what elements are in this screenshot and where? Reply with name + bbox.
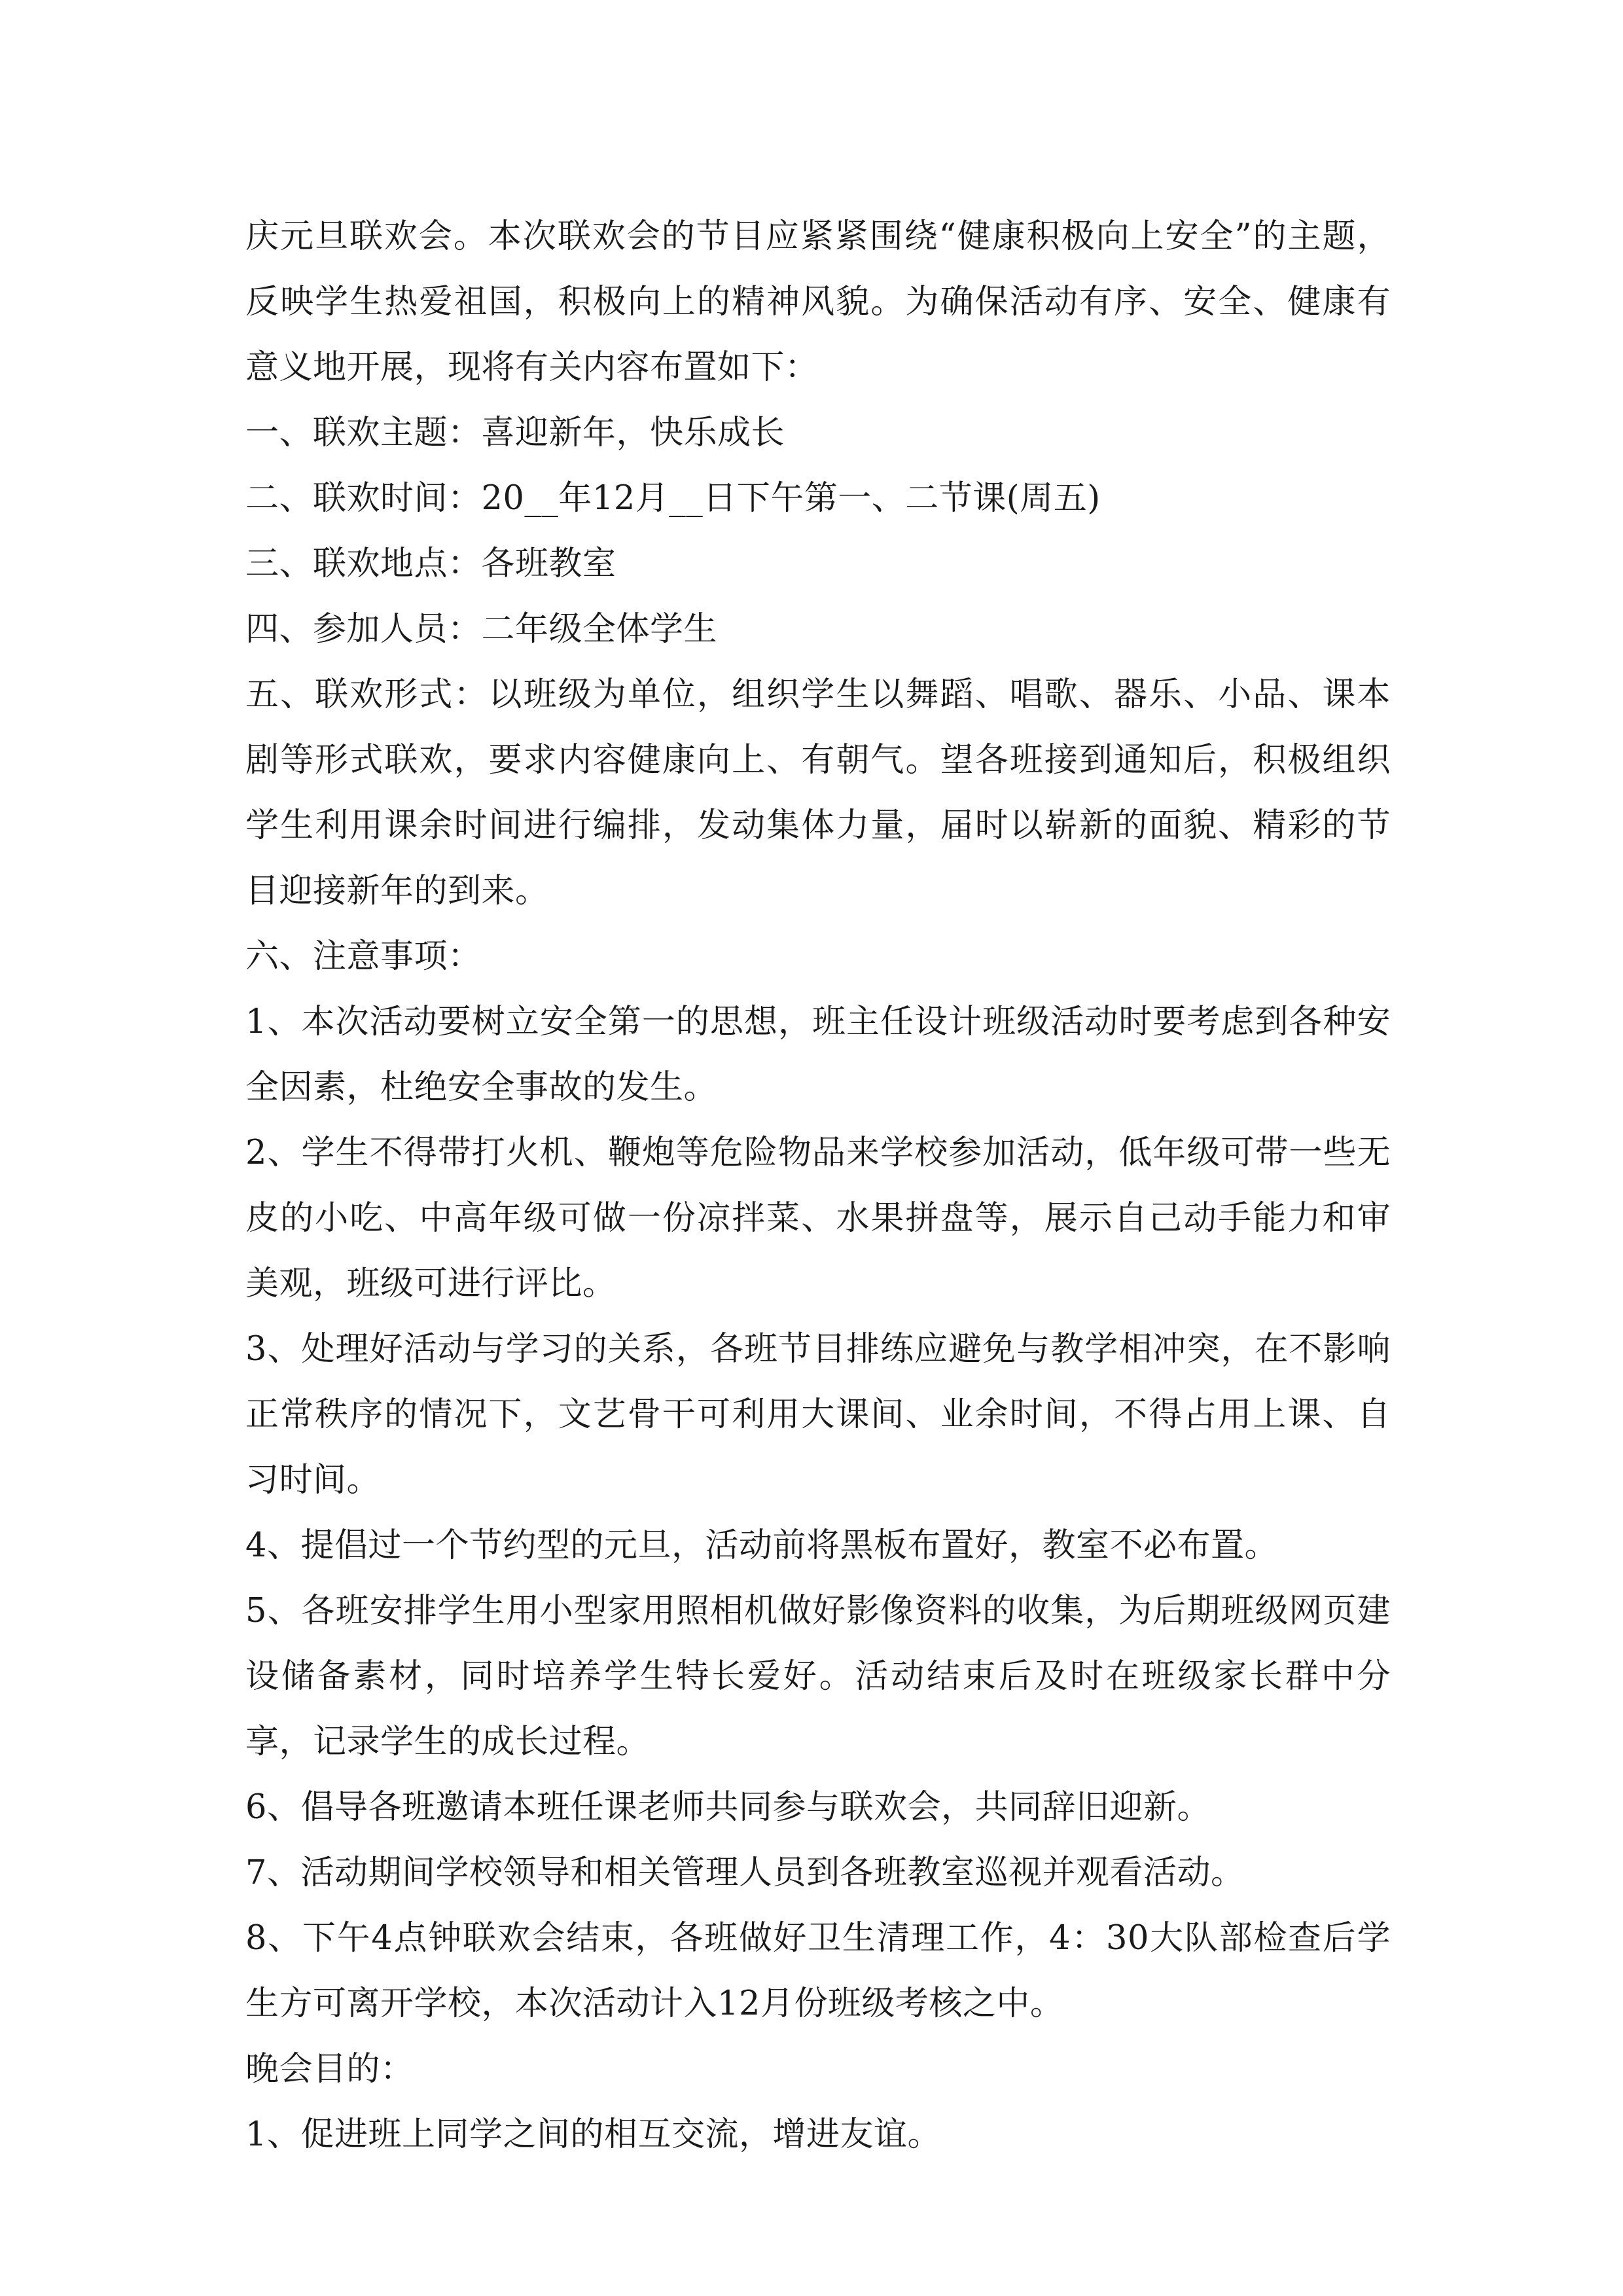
paragraph-time: 二、联欢时间：20__年12月__日下午第一、二节课(周五)	[245, 479, 1101, 518]
paragraph-intro: 庆元旦联欢会。本次联欢会的节目应紧紧围绕“健康积极向上安全”的主题，反映学生热爱祖国，积极向上的精神风貌。为确保活动有序、安全、健康有意义地开展，现将有关内容布置如下：	[245, 217, 1391, 387]
paragraph-note-6: 6、倡导各班邀请本班任课老师共同参与联欢会，共同辞旧迎新。	[245, 1788, 1211, 1827]
paragraph-note-3: 3、处理好活动与学习的关系，各班节目排练应避免与教学相冲突，在不影响正常秩序的情况下，文艺骨干可利用大课间、业余时间，不得占用上课、自习时间。	[245, 1330, 1391, 1499]
paragraph-purpose-1: 1、促进班上同学之间的相互交流，增进友谊。	[245, 2115, 941, 2154]
paragraph-note-5: 5、各班安排学生用小型家用照相机做好影像资料的收集，为后期班级网页建设储备素材，同时培养学生特长爱好。活动结束后及时在班级家长群中分享，记录学生的成长过程。	[245, 1592, 1391, 1761]
paragraph-note-2: 2、学生不得带打火机、鞭炮等危险物品来学校参加活动，低年级可带一些无皮的小吃、中高年级可做一份凉拌菜、水果拼盘等，展示自己动手能力和审美观，班级可进行评比。	[245, 1134, 1391, 1303]
paragraph-purpose-heading: 晚会目的：	[245, 2050, 414, 2089]
paragraph-location: 三、联欢地点：各班教室	[245, 545, 616, 583]
paragraph-format: 五、联欢形式：以班级为单位，组织学生以舞蹈、唱歌、器乐、小品、课本剧等形式联欢，要求内容健康向上、有朝气。望各班接到通知后，积极组织学生利用课余时间进行编排，发动集体力量，届时以崭新的面貌、精彩的节目迎接新年的到来。	[245, 675, 1391, 910]
paragraph-note-8: 8、下午4点钟联欢会结束，各班做好卫生清理工作，4：30大队部检查后学生方可离开学校，本次活动计入12月份班级考核之中。	[245, 1919, 1391, 2023]
document-body	[245, 204, 1391, 2168]
paragraph-notes-heading: 六、注意事项：	[245, 937, 482, 976]
paragraph-participants: 四、参加人员：二年级全体学生	[245, 610, 718, 649]
paragraph-theme: 一、联欢主题：喜迎新年，快乐成长	[245, 414, 785, 452]
paragraph-note-1: 1、本次活动要树立安全第一的思想，班主任设计班级活动时要考虑到各种安全因素，杜绝安全事故的发生。	[245, 1003, 1391, 1107]
paragraph-note-4: 4、提倡过一个节约型的元旦，活动前将黑板布置好，教室不必布置。	[245, 1526, 1278, 1565]
paragraph-note-7: 7、活动期间学校领导和相关管理人员到各班教室巡视并观看活动。	[245, 1854, 1245, 1892]
